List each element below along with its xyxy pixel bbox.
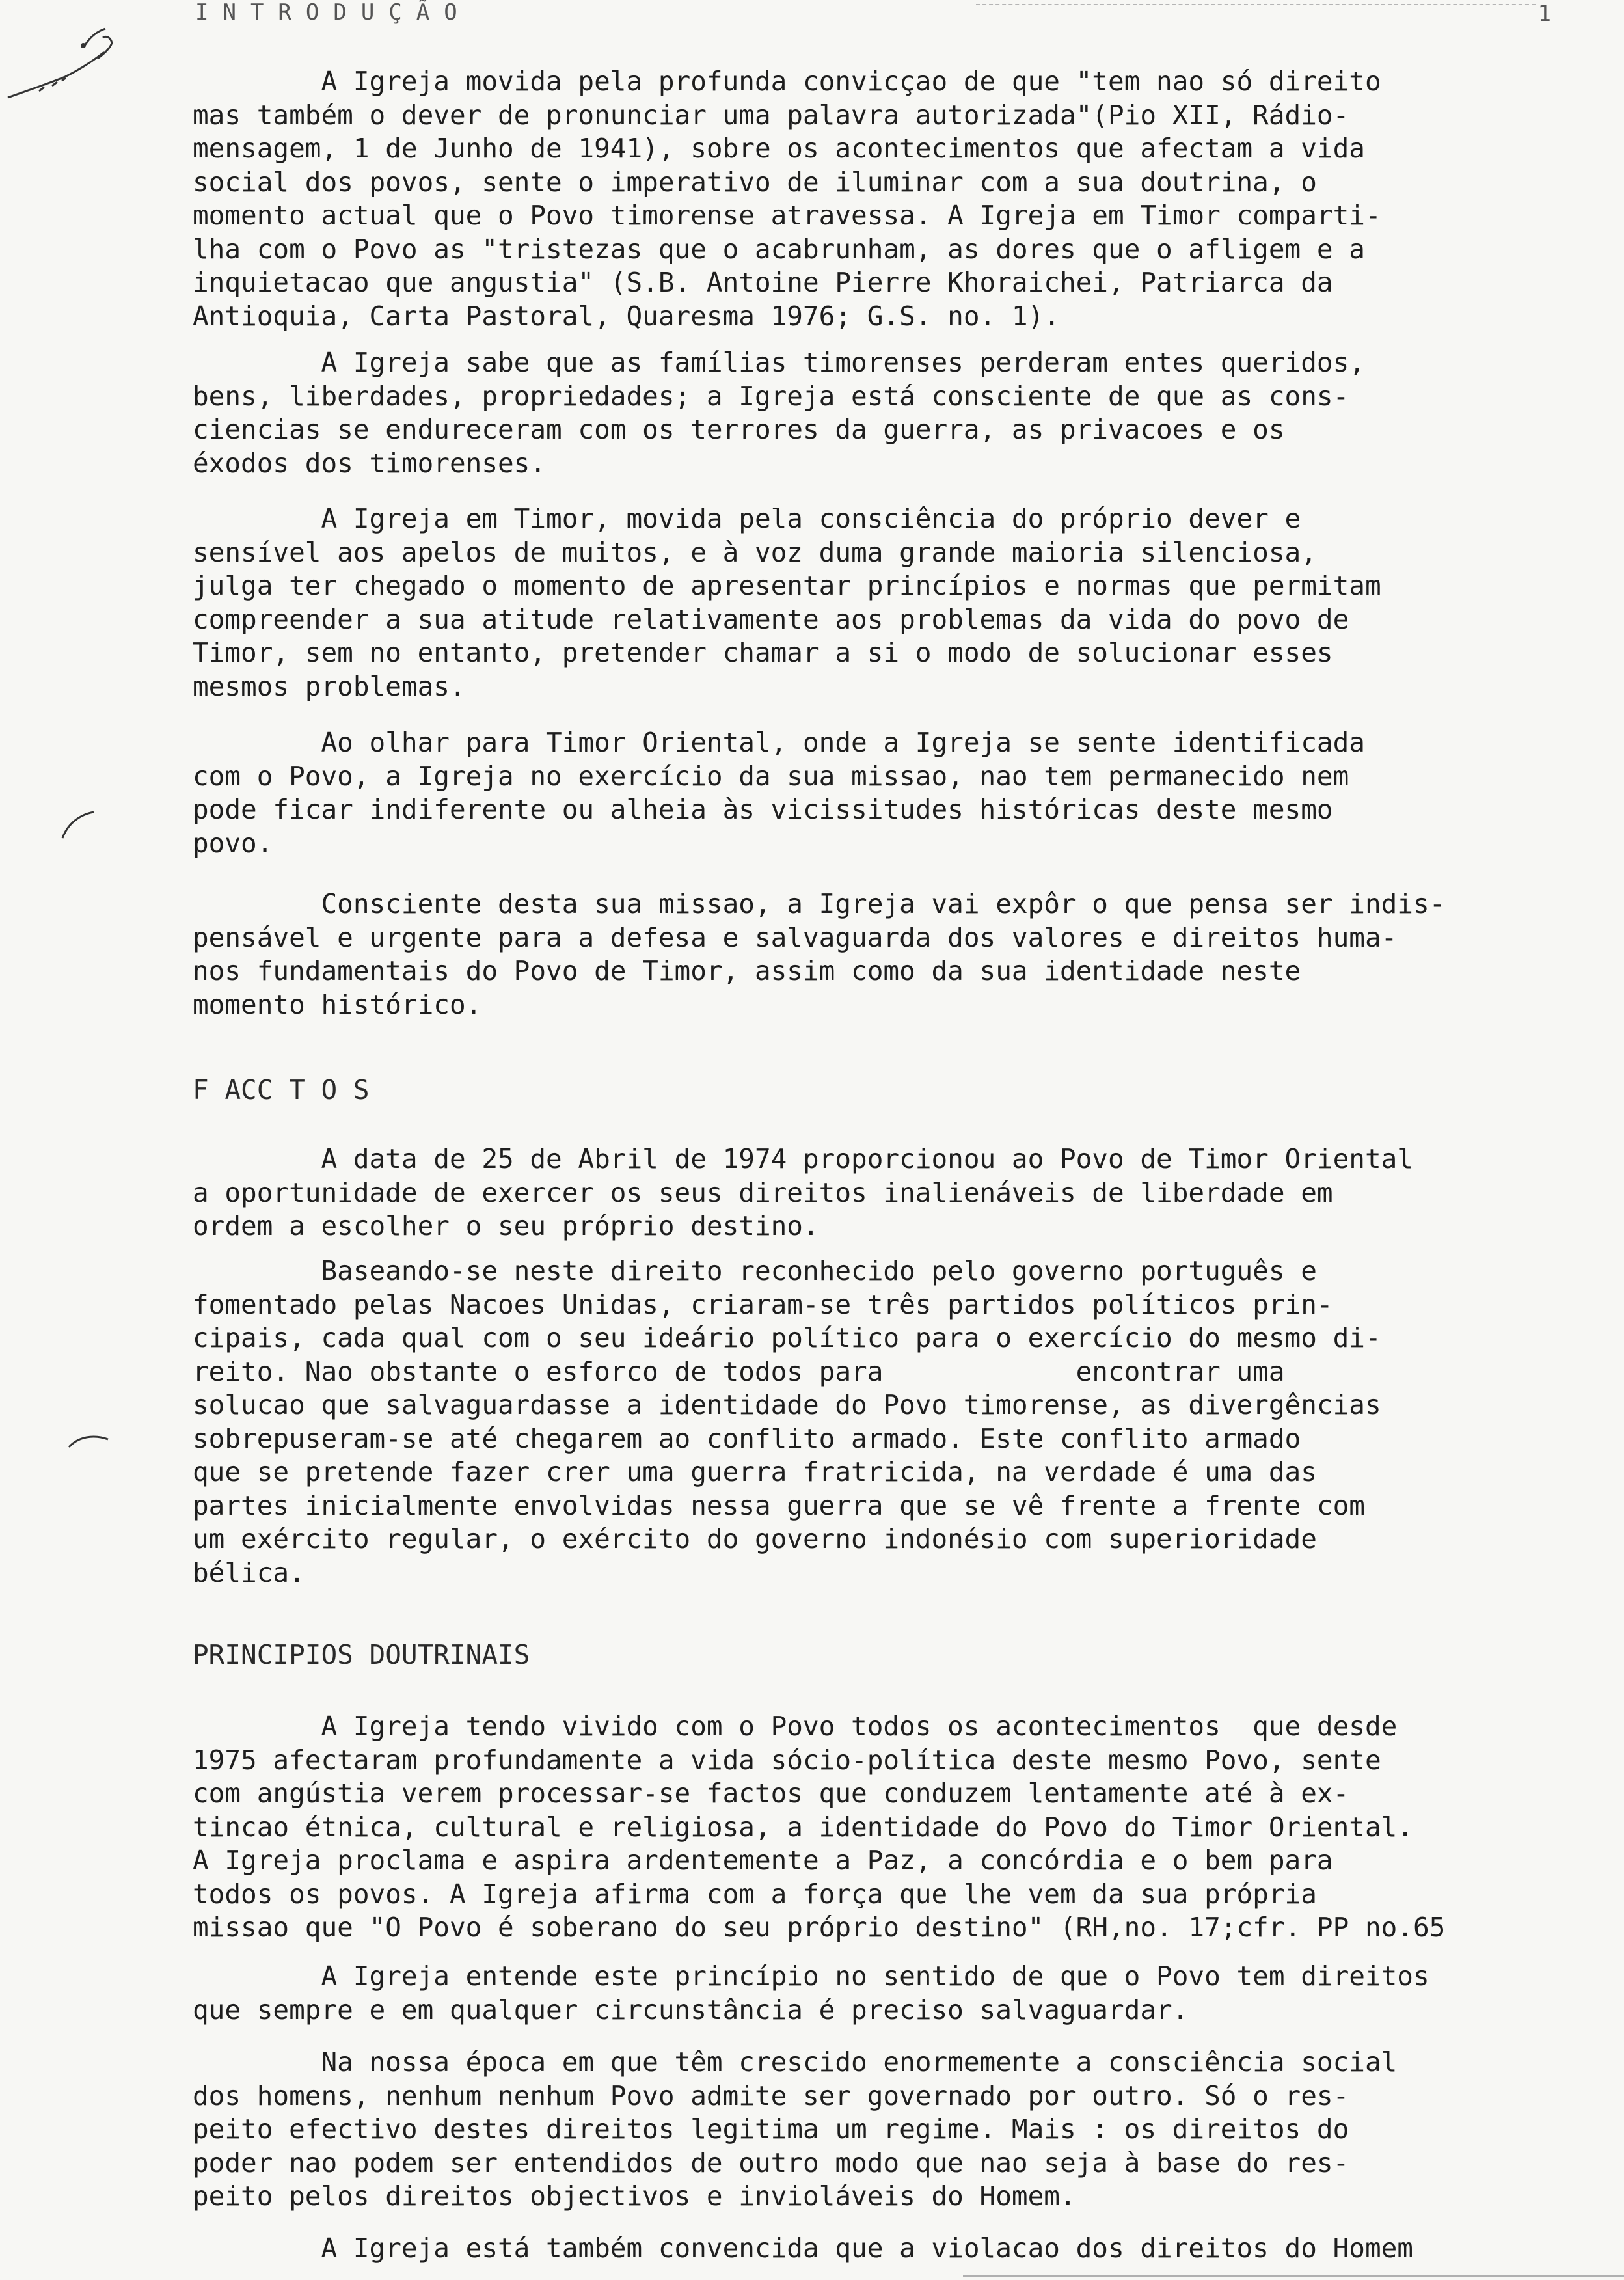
paragraph-intro-4: Ao olhar para Timor Oriental, onde a Igreja se sente identificada com o Povo, a Igreja no exercício da sua missao, nao tem permanecido nem pode ficar indiferente ou alheia às vicissitudes históricas deste mesmo povo.	[193, 727, 1365, 859]
margin-bracket-mark-2-icon	[65, 1428, 117, 1454]
page-number: 1	[1537, 1, 1551, 27]
paragraph-intro-1: A Igreja movida pela profunda convicçao de que "tem nao só direito mas também o dever de pronunciar uma palavra autorizada"(Pio XII, Rádio- mensagem, 1 de Junho de 1941), sobre os acontecimentos que afectam a vida social dos povos, sente o imperativo de iluminar com a sua doutrina, o momento actual que o Povo timorense atravessa. A Igreja em Timor comparti- lha com o Povo as "tristezas que o acabrunham, as dores que o afligem e a inquietacao que angustia" (S.B. Antoine Pierre Khoraichei, Patriarca da Antioquia, Carta Pastoral, Quaresma 1976; G.S. no. 1).	[193, 66, 1381, 332]
paragraph-principios-3: Na nossa época em que têm crescido enormemente a consciência social dos homens, nenhum nenhum Povo admite ser governado por outro. Só o res- peito efectivo destes direitos legitima um regime. Mais : os direitos do poder nao podem ser entendidos de outro modo que nao seja à base do res- peito pelos direitos objectivos e invioláveis do Homem.	[193, 2046, 1398, 2212]
margin-scribble-icon	[0, 0, 150, 124]
heading-principios-doutrinais: PRINCIPIOS DOUTRINAIS	[193, 1639, 530, 1670]
margin-bracket-mark-1-icon	[53, 807, 105, 846]
paragraph-factos-1: A data de 25 de Abril de 1974 proporcionou ao Povo de Timor Oriental a oportunidade de exercer os seus direitos inalienáveis de liberdade em ordem a escolher o seu próprio destino.	[193, 1143, 1413, 1242]
paragraph-principios-4: A Igreja está também convencida que a violacao dos direitos do Homem	[193, 2232, 1413, 2264]
paragraph-intro-2: A Igreja sabe que as famílias timorenses perderam entes queridos, bens, liberdades, propriedades; a Igreja está consciente de que as cons- ciencias se endureceram com os terrores da guerra, as privacoes e os éxodos dos timorenses.	[193, 347, 1365, 479]
paragraph-intro-3: A Igreja em Timor, movida pela consciência do próprio dever e sensível aos apelos de muitos, e à voz duma grande maioria silenciosa, julga ter chegado o momento de apresentar princípios e normas que permitam compreender a sua atitude relativamente aos problemas da vida do povo de Timor, sem no entanto, pretender chamar a si o modo de solucionar esses mesmos problemas.	[193, 503, 1381, 702]
heading-factos: F ACC T O S	[193, 1074, 370, 1106]
section-title-introducao: INTRODUÇÃO	[195, 0, 472, 25]
paragraph-factos-2: Baseando-se neste direito reconhecido pelo governo português e fomentado pelas Nacoes Unidas, criaram-se três partidos políticos prin- cipais, cada qual com o seu ideário político para o exercício do mesmo di- reito. Nao obstante o esforco de todos para encontrar uma solucao que salvaguardasse a identidade do Povo timorense, as divergências sobrepuseram-se até chegarem ao conflito armado. Este conflito armado que se pretende fazer crer uma guerra fratricida, na verdade é uma das partes inicialmente envolvidas nessa guerra que se vê frente a frente com um exército regular, o exército do governo indonésio com superioridade bélica.	[193, 1255, 1381, 1588]
page-edge-line	[963, 2275, 1624, 2277]
paragraph-principios-2: A Igreja entende este princípio no sentido de que o Povo tem direitos que sempre e em qualquer circunstância é preciso salvaguardar.	[193, 1961, 1429, 2026]
paragraph-principios-1: A Igreja tendo vivido com o Povo todos os acontecimentos que desde 1975 afectaram profundamente a vida sócio-política deste mesmo Povo, sente com angústia verem processar-se factos que conduzem lentamente até à ex- tincao étnica, cultural e religiosa, a identidade do Povo do Timor Oriental. A Igreja proclama e aspira ardentemente a Paz, a concórdia e o bem para todos os povos. A Igreja afirma com a força que lhe vem da sua própria missao que "O Povo é soberano do seu próprio destino" (RH,no. 17;cfr. PP no.65	[193, 1711, 1446, 1943]
paragraph-intro-5: Consciente desta sua missao, a Igreja vai expôr o que pensa ser indis- pensável e urgente para a defesa e salvaguarda dos valores e direitos huma- nos fundamentais do Povo de Timor, assim como da sua identidade neste momento histórico.	[193, 888, 1446, 1020]
header-rule	[976, 4, 1536, 5]
